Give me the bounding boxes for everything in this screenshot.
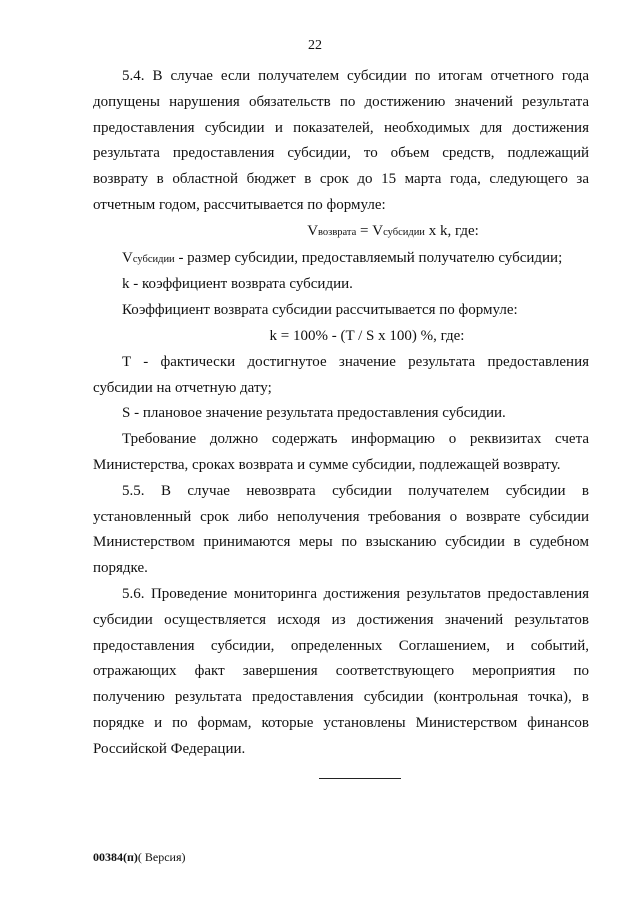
paragraph-requirement: Требование должно содержать информацию о реквизитах счета Министерства, сроках возврата и сумме субсидии, подлежащей возврату. (93, 431, 589, 473)
definition-s: S - плановое значение результата предоставления субсидии. (122, 405, 506, 422)
footer-version: ( Версия) (137, 850, 186, 864)
footer (93, 850, 186, 865)
formula-equals-v: = V (356, 222, 384, 239)
def-sub-subsidy: субсидии (132, 253, 175, 265)
definition-k: k - коэффициент возврата субсидии. (122, 276, 353, 293)
definition-t: T - фактически достигнутое значение результата предоставления субсидии на отчетную дату; (93, 353, 589, 396)
def-var-v: V (122, 249, 133, 266)
formula-sub-refund: возврата (318, 226, 357, 238)
formula-coefficient: k = 100% - (T / S x 100) %, где: (269, 327, 465, 344)
paragraph-5-6: 5.6. Проведение мониторинга достижения результатов предоставления субсидии осуществляется исходя из достижения значений результатов предоставления субсидии, определенных Соглашением, и событий, отражающих факт завершения соответствующего мероприятия по получению результата предоставления субсидии (контрольная точка), в порядке и по формам, которые установлены Министерством финансов Российской Федерации. (93, 585, 589, 757)
document-body (93, 64, 589, 763)
paragraph-coefficient-intro: Коэффициент возврата субсидии рассчитывается по формуле: (122, 302, 518, 319)
end-divider (319, 778, 401, 779)
page-number: 22 (308, 38, 322, 53)
paragraph-5-4: 5.4. В случае если получателем субсидии по итогам отчетного года допущены нарушения обязательств по достижению значений результата предоставления субсидии и показателей, необходимых для достижения результата предоставления субсидии, то объем средств, подлежащий возврату в областной бюджет в срок до 15 марта года, следующего за отчетным годом, рассчитывается по формуле: (93, 68, 589, 213)
formula-sub-subsidy: субсидии (383, 226, 425, 238)
def-text: - размер субсидии, предоставляемый получателю субсидии; (174, 249, 563, 266)
formula-rest: х k, где: (424, 222, 479, 239)
definition-v-subsidy (93, 246, 589, 273)
footer-code: 00384(п) (93, 850, 138, 864)
formula-var-v: V (307, 222, 319, 239)
paragraph-5-5: 5.5. В случае невозврата субсидии получателем субсидии в установленный срок либо неполучения требования о возврате субсидии Министерством принимаются меры по взысканию субсидии в судебном порядке. (93, 482, 589, 577)
formula-refund-volume (93, 219, 589, 246)
